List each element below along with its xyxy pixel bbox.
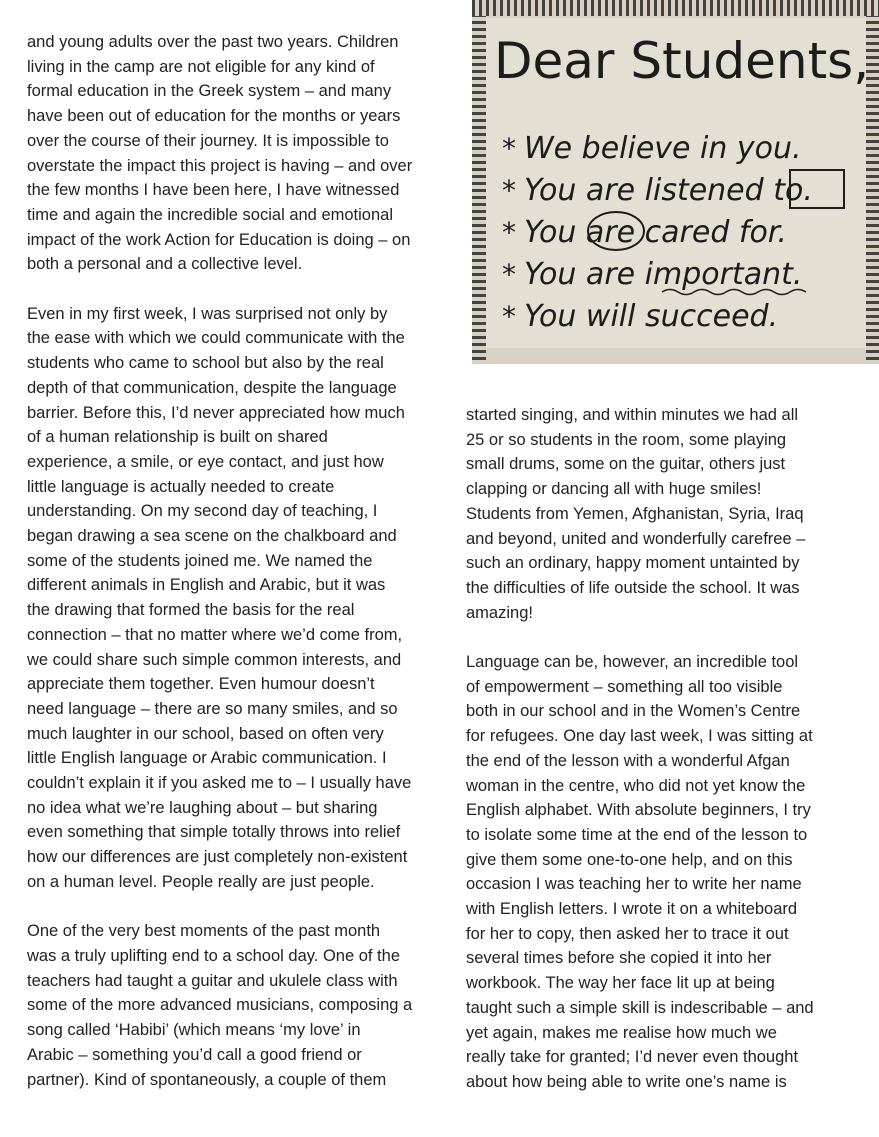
text-line: about how being able to write one’s name is bbox=[466, 1072, 787, 1091]
bullet-mark: * bbox=[502, 216, 516, 249]
text-line: partner). Kind of spontaneously, a couple of them bbox=[27, 1070, 387, 1089]
text-line: Students from Yemen, Afghanistan, Syria, Iraq bbox=[466, 504, 804, 523]
text-line: to isolate some time at the end of the lesson to bbox=[466, 825, 808, 844]
note-bullet: You will succeed. bbox=[524, 299, 779, 334]
text-line: small drums, some on the guitar, others just bbox=[466, 455, 786, 474]
text-line: little language is actually needed to create bbox=[27, 477, 335, 496]
paragraph bbox=[27, 302, 457, 895]
text-line: the few months I have been here, I have witnessed bbox=[27, 181, 400, 200]
note-bullet: We believe in you. bbox=[524, 131, 802, 166]
text-line: how our differences are just completely non-existent bbox=[27, 848, 408, 867]
text-line: some of the more advanced musicians, composing a bbox=[27, 996, 413, 1015]
text-line: Even in my first week, I was surprised not only by bbox=[27, 304, 388, 323]
text-line: of a human relationship is built on shared bbox=[27, 428, 328, 447]
note-heading: Dear Students, bbox=[494, 32, 870, 90]
text-line: for her to copy, then asked her to trace it out bbox=[466, 924, 789, 943]
text-line: of empowerment – something all too visible bbox=[466, 677, 783, 696]
text-line: workbook. The way her face lit up at being bbox=[466, 974, 775, 993]
bullet-mark: * bbox=[502, 258, 516, 291]
text-line: barrier. Before this, I’d never appreciated how much bbox=[27, 403, 405, 422]
text-line: we could share such simple common interests, and bbox=[27, 650, 402, 669]
text-line: both a personal and a collective level. bbox=[27, 255, 303, 274]
text-line: Language can be, however, an incredible tool bbox=[466, 653, 799, 672]
text-line: depth of that communication, despite the language bbox=[27, 378, 397, 397]
text-line: couldn’t explain it if you asked me to – I usually have bbox=[27, 774, 412, 793]
text-line: time and again the incredible social and emotional bbox=[27, 205, 393, 224]
text-line: even something that simple totally throws into relief bbox=[27, 823, 401, 842]
text-line: appreciate them together. Even humour doesn’t bbox=[27, 675, 375, 694]
text-line: occasion I was teaching her to write her name bbox=[466, 875, 802, 894]
text-line: clapping or dancing all with huge smiles! bbox=[466, 480, 762, 499]
text-line: connection – that no matter where we’d come from, bbox=[27, 625, 403, 644]
text-line: the end of the lesson with a wonderful Afgan bbox=[466, 751, 790, 770]
text-line: English alphabet. With absolute beginners, I try bbox=[466, 801, 811, 820]
paragraph bbox=[466, 403, 866, 625]
text-line: overstate the impact this project is having – and over bbox=[27, 156, 413, 175]
text-line: began drawing a sea scene on the chalkboard and bbox=[27, 527, 397, 546]
text-line: experience, a smile, or eye contact, and just how bbox=[27, 452, 384, 471]
text-line: for refugees. One day last week, I was sitting at bbox=[466, 727, 813, 746]
text-line: understanding. On my second day of teaching, I bbox=[27, 502, 378, 521]
border-top bbox=[472, 0, 879, 16]
text-line: different animals in English and Arabic, but it was bbox=[27, 576, 386, 595]
note-bullet: You are cared for. bbox=[524, 215, 787, 250]
text-line: over the course of their journey. It is impossible to bbox=[27, 131, 389, 150]
text-line: and beyond, united and wonderfully carefree – bbox=[466, 529, 806, 548]
text-line: on a human level. People really are just people. bbox=[27, 872, 375, 891]
text-line: teachers had taught a guitar and ukulele class with bbox=[27, 971, 398, 990]
text-line: One of the very best moments of the past month bbox=[27, 922, 381, 941]
note-illustration bbox=[472, 0, 879, 364]
text-line: need language – there are so many smiles, and so bbox=[27, 699, 398, 718]
text-line: woman in the centre, who did not yet know the bbox=[466, 776, 806, 795]
text-line: was a truly uplifting end to a school day. One of the bbox=[27, 946, 400, 965]
text-line: amazing! bbox=[466, 603, 533, 622]
paragraph bbox=[27, 919, 457, 1092]
left-column bbox=[27, 30, 457, 1117]
text-line: no idea what we’re laughing about – but sharing bbox=[27, 798, 378, 817]
paragraph bbox=[466, 650, 866, 1095]
text-line: 25 or so students in the room, some playing bbox=[466, 430, 787, 449]
text-line: with English letters. I wrote it on a whiteboard bbox=[466, 900, 798, 919]
text-line: much laughter in our school, based on often very bbox=[27, 724, 384, 743]
text-line: such an ordinary, happy moment untainted by bbox=[466, 554, 800, 573]
text-line: give them some one-to-one help, and on this bbox=[466, 850, 793, 869]
bullet-mark: * bbox=[502, 132, 516, 165]
text-line: several times before she copied it into her bbox=[466, 949, 772, 968]
text-line: started singing, and within minutes we had all bbox=[466, 406, 799, 424]
text-line: both in our school and in the Women’s Centre bbox=[466, 702, 801, 721]
text-line: the drawing that formed the basis for the real bbox=[27, 601, 355, 620]
text-line: the difficulties of life outside the school. It was bbox=[466, 578, 800, 597]
text-line: Arabic – something you’d call a good friend or bbox=[27, 1045, 362, 1064]
text-line: living in the camp are not eligible for any kind of bbox=[27, 57, 375, 76]
text-line: some of the students joined me. We named the bbox=[27, 551, 373, 570]
text-line: impact of the work Action for Education is doing – on bbox=[27, 230, 411, 249]
text-line: and young adults over the past two years. Children bbox=[27, 33, 399, 51]
text-line: taught such a simple skill is indescribable – and bbox=[466, 998, 814, 1017]
text-line: little English language or Arabic communication. I bbox=[27, 749, 387, 768]
text-line: formal education in the Greek system – and many bbox=[27, 82, 392, 101]
text-line: yet again, makes me realise how much we bbox=[466, 1023, 777, 1042]
text-line: really take for granted; I’d never even thought bbox=[466, 1048, 799, 1067]
paragraph bbox=[27, 30, 457, 277]
text-line: the ease with which we could communicate with the bbox=[27, 329, 405, 348]
right-column bbox=[466, 403, 866, 1119]
border-left bbox=[472, 16, 486, 364]
photo-dear-students-note bbox=[472, 0, 879, 364]
text-line: students who came to school but also by the real bbox=[27, 354, 384, 373]
text-line: song called ‘Habibi’ (which means ‘my love’ in bbox=[27, 1021, 361, 1040]
bullet-mark: * bbox=[502, 300, 516, 333]
note-bullet: You are listened to. bbox=[524, 173, 813, 208]
bullet-mark: * bbox=[502, 174, 516, 207]
text-line: have been out of education for the months or years bbox=[27, 107, 401, 126]
note-bullet: You are important. bbox=[524, 257, 803, 292]
